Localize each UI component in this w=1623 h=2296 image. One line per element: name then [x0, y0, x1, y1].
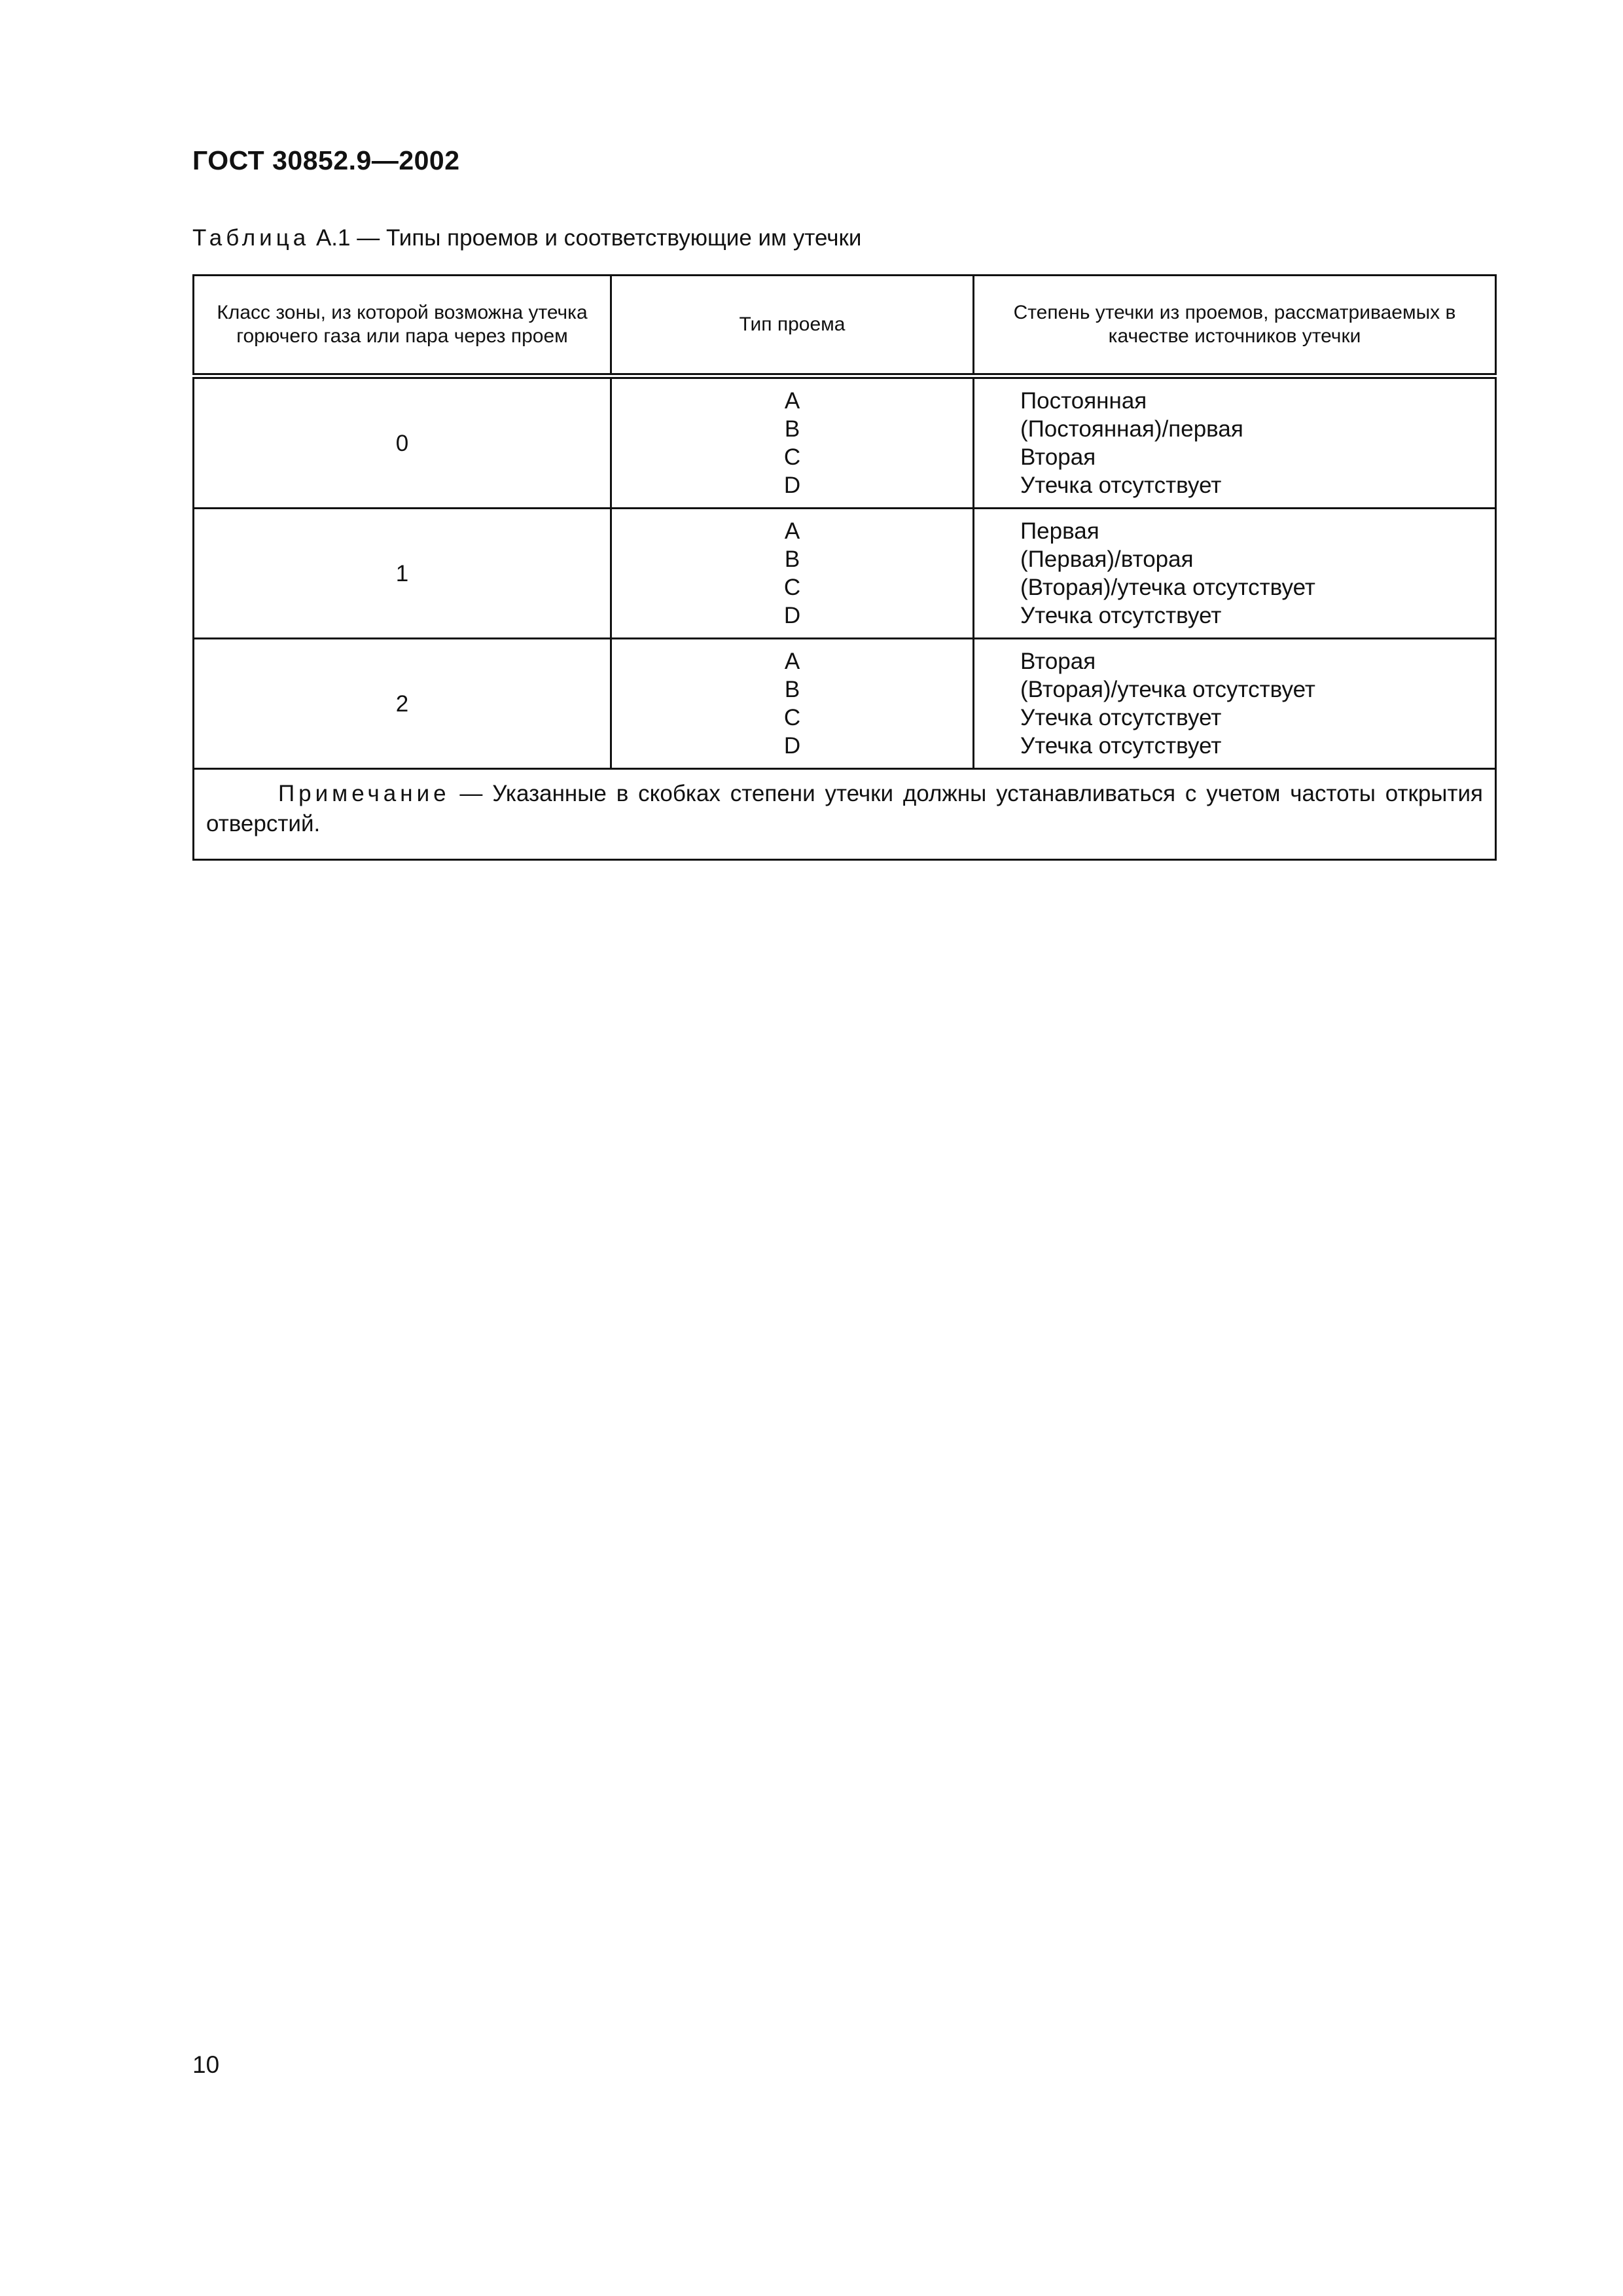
document-header: ГОСТ 30852.9—2002 — [192, 145, 460, 175]
opening-type: C — [783, 444, 801, 470]
opening-type: B — [784, 677, 800, 702]
opening-type: D — [783, 603, 801, 628]
leak-degree: Первая — [1020, 518, 1099, 544]
opening-type: B — [784, 547, 800, 572]
opening-type: B — [784, 416, 800, 442]
header-opening-type: Тип проема — [611, 276, 974, 376]
opening-type: A — [784, 649, 800, 674]
opening-type-cell — [611, 509, 974, 639]
leak-degree: Утечка отсутствует — [1020, 733, 1222, 759]
opening-type-cell — [611, 376, 974, 509]
table-header-row — [194, 276, 1496, 376]
zone-class-cell: 2 — [194, 639, 611, 769]
opening-type: D — [783, 473, 801, 498]
opening-type: C — [783, 705, 801, 730]
leak-degree: Постоянная — [1020, 388, 1147, 414]
opening-type: D — [783, 733, 801, 759]
leak-degree: (Вторая)/утечка отсутствует — [1020, 575, 1315, 600]
leak-degree-cell — [974, 376, 1496, 509]
opening-type-cell — [611, 639, 974, 769]
leak-types-table — [192, 274, 1497, 861]
table-note-label: Примечание — [278, 781, 450, 806]
opening-type: C — [783, 575, 801, 600]
header-leak-degree: Степень утечки из проемов, рассматриваемых в качестве источников утечки — [974, 276, 1496, 376]
table-row — [194, 639, 1496, 769]
zone-class-cell: 0 — [194, 376, 611, 509]
header-zone-class: Класс зоны, из которой возможна утечка горючего газа или пара через проем — [194, 276, 611, 376]
leak-degree: (Первая)/вторая — [1020, 547, 1194, 572]
leak-degree: Утечка отсутствует — [1020, 473, 1222, 498]
table-note-text: — Указанные в скобках степени утечки должны устанавливаться с учетом частоты открытия отверстий. — [206, 781, 1483, 836]
leak-types-table-wrapper — [192, 274, 1495, 861]
table-note-row — [194, 769, 1496, 860]
leak-degree: Вторая — [1020, 444, 1096, 470]
leak-degree: (Постоянная)/первая — [1020, 416, 1243, 442]
leak-degree-cell — [974, 509, 1496, 639]
table-note — [194, 769, 1496, 860]
zone-class-cell: 1 — [194, 509, 611, 639]
table-row — [194, 376, 1496, 509]
leak-degree: Утечка отсутствует — [1020, 603, 1222, 628]
table-row — [194, 509, 1496, 639]
table-caption — [192, 225, 861, 251]
opening-type: A — [784, 388, 800, 414]
leak-degree: Вторая — [1020, 649, 1096, 674]
table-caption-title: А.1 — Типы проемов и соответствующие им утечки — [310, 225, 862, 251]
page-number: 10 — [192, 2051, 220, 2078]
table-caption-label: Таблица — [192, 225, 310, 251]
leak-degree: (Вторая)/утечка отсутствует — [1020, 677, 1315, 702]
leak-degree: Утечка отсутствует — [1020, 705, 1222, 730]
opening-type: A — [784, 518, 800, 544]
leak-degree-cell — [974, 639, 1496, 769]
